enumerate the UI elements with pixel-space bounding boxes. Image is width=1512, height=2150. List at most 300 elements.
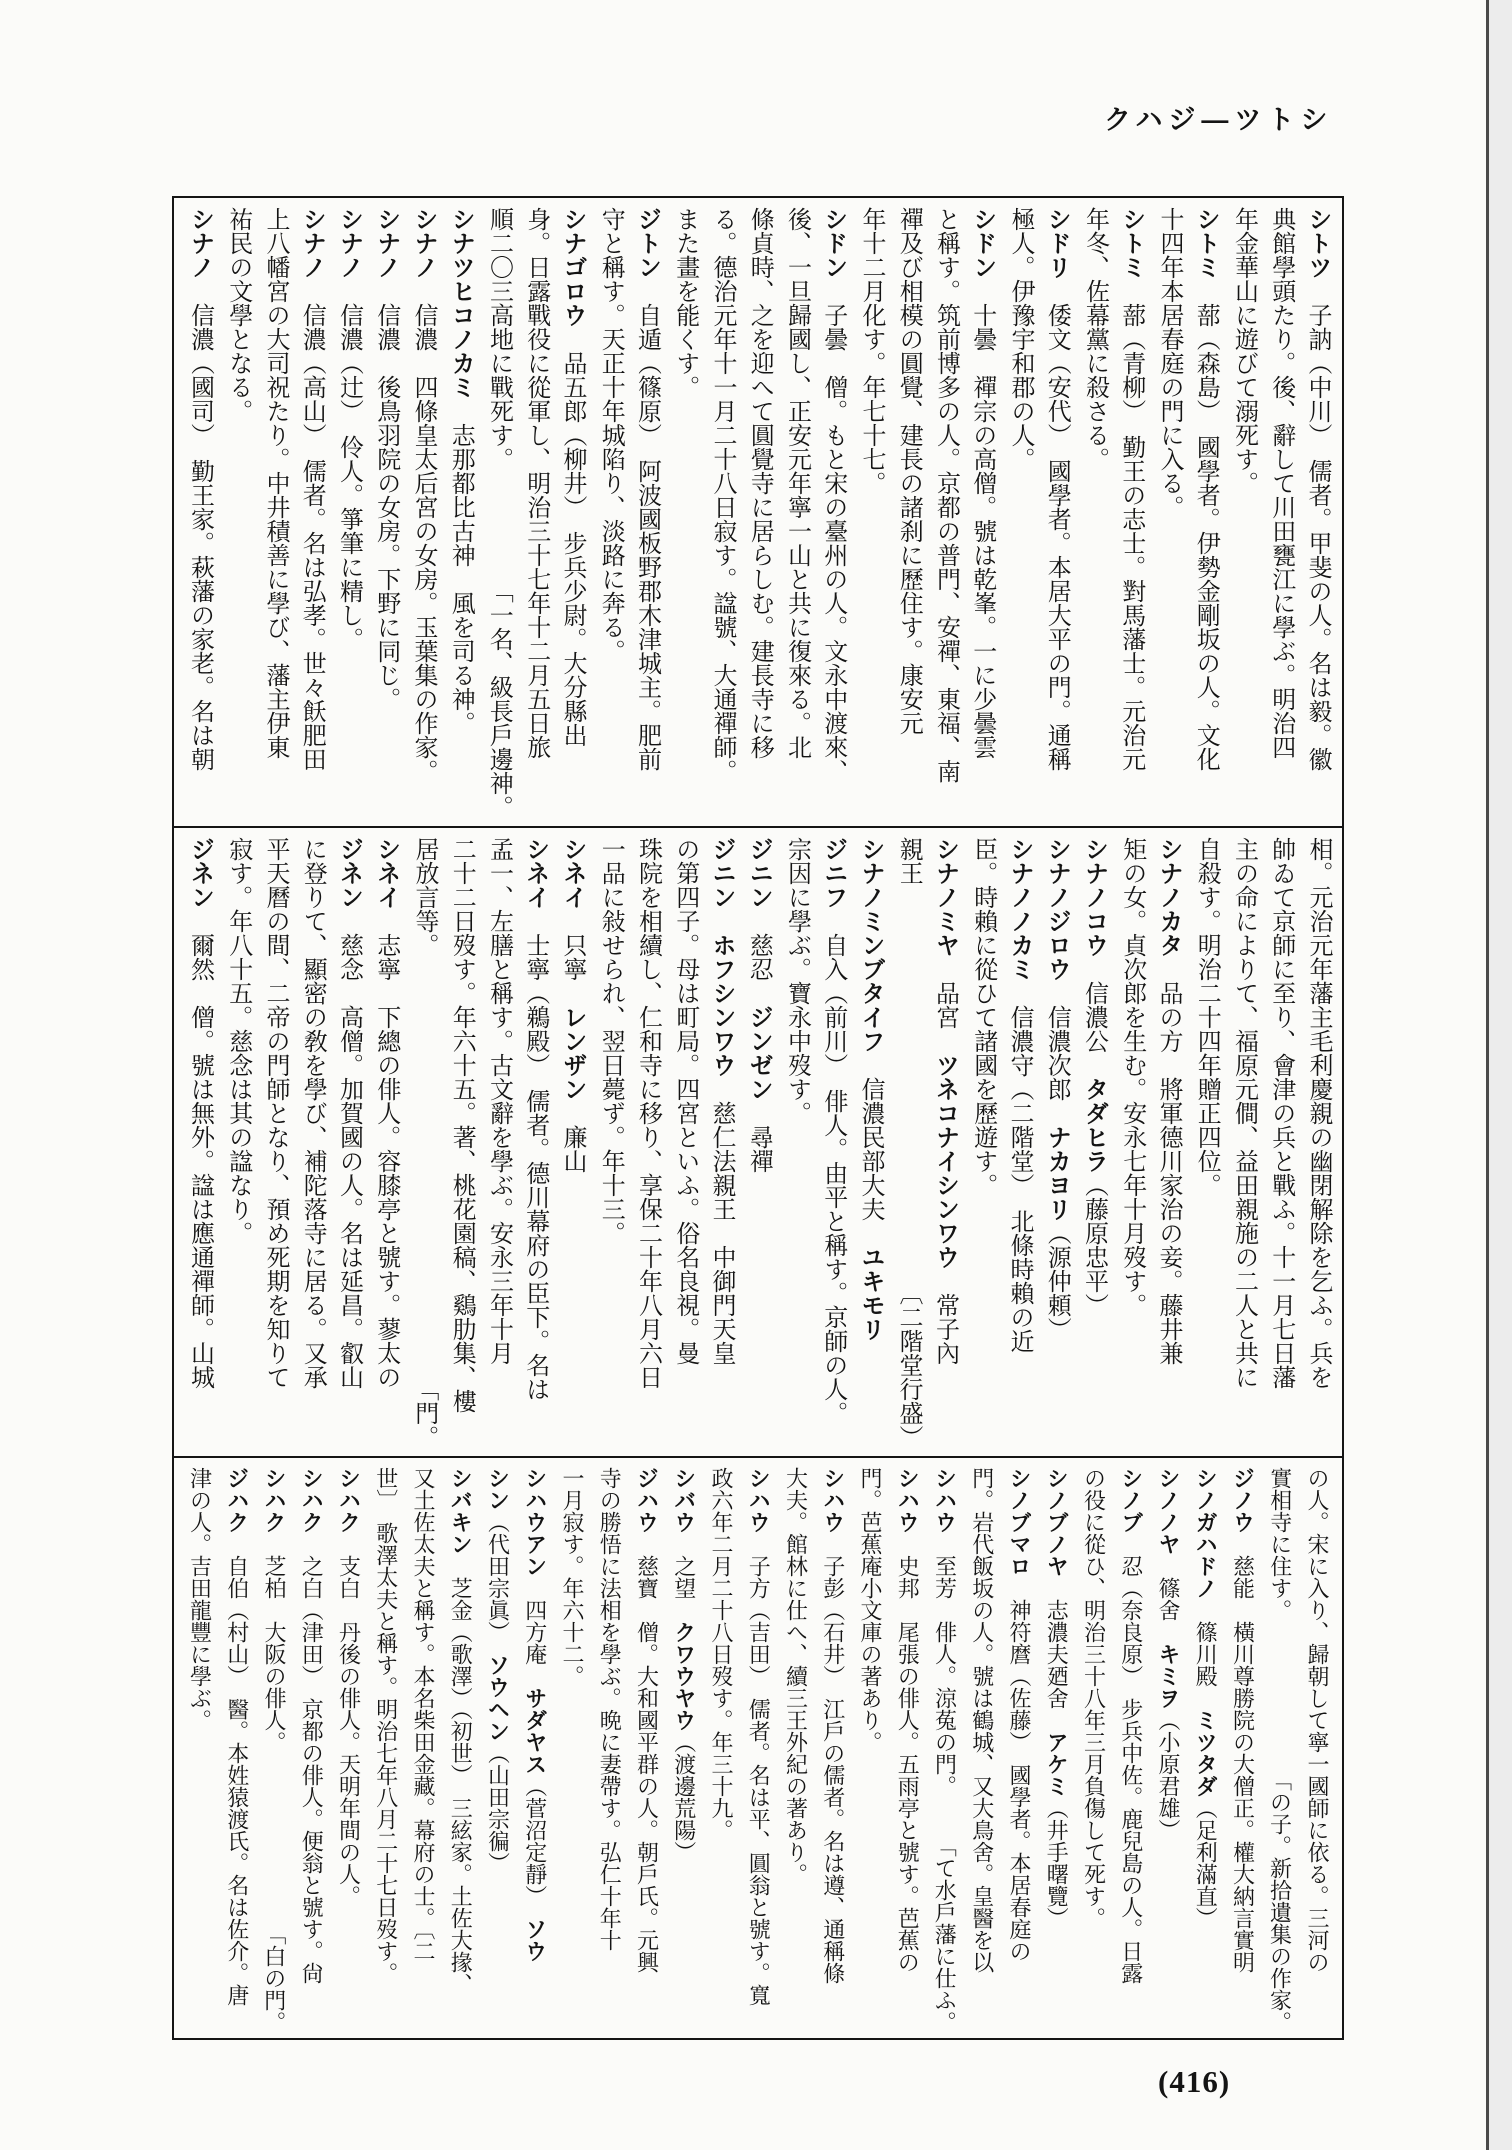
entry-headword: ソウ bbox=[522, 1918, 548, 1962]
entry-headword: サダヤス bbox=[522, 1687, 548, 1775]
entry-text: 平天曆の間、二帝の門師となり、預め死期を知りて bbox=[262, 837, 288, 1389]
entry-text: 廉山 bbox=[559, 1101, 585, 1173]
entry-text: 十四年本居春庭の門に入る。 bbox=[1156, 207, 1182, 519]
entry-headword: シノノヤ bbox=[1156, 1467, 1181, 1555]
entry-text: 子訥（中川） 儒者。甲斐の人。名は毅。徽 bbox=[1304, 279, 1330, 771]
text-column bbox=[293, 837, 330, 1449]
entry-text: 信濃 四條皇太后宮の女房。玉葉集の作家。 bbox=[410, 279, 436, 783]
column-text bbox=[442, 1467, 479, 2033]
entry-headword: ユキモリ bbox=[857, 1245, 884, 1341]
column-text bbox=[702, 837, 740, 1449]
entry-headword: ジンゼン bbox=[745, 1005, 773, 1101]
column-text bbox=[1225, 837, 1262, 1449]
text-column bbox=[1187, 837, 1224, 1449]
text-column bbox=[1262, 1467, 1299, 2033]
text-column bbox=[703, 207, 740, 819]
text-column bbox=[666, 837, 703, 1449]
entry-text: 芝柏 大阪の俳人。 bbox=[262, 1533, 287, 1753]
column-text bbox=[480, 1467, 517, 2033]
column-text bbox=[1113, 837, 1150, 1449]
text-column bbox=[405, 837, 442, 1449]
entry-text: 政六年二月二十八日歿す。年三十九。 bbox=[709, 1467, 734, 1841]
text-column bbox=[852, 1467, 889, 2033]
column-text bbox=[889, 1467, 926, 2033]
column-text bbox=[441, 207, 479, 819]
entry-text: また畫を能くす。 bbox=[671, 207, 698, 399]
column-text bbox=[740, 207, 777, 819]
text-column bbox=[554, 837, 591, 1449]
column-text bbox=[814, 207, 852, 819]
column-text bbox=[1037, 837, 1075, 1449]
text-column bbox=[591, 207, 628, 819]
column-text bbox=[219, 837, 256, 1449]
entry-text: 信濃（國司） 勤王家。萩藩の家老。名は朝 bbox=[186, 279, 213, 771]
entry-text: （藤原忠平） bbox=[1080, 1173, 1107, 1317]
text-column bbox=[1001, 207, 1038, 819]
entry-text: と稱す。筑前博多の人。京都の普門、安禪、東福、南 bbox=[932, 207, 959, 783]
entry-text: 只寧 bbox=[559, 909, 585, 1005]
entry-headword: シハウアン bbox=[522, 1467, 548, 1577]
entry-headword: シネイ bbox=[372, 837, 400, 909]
middle-tier bbox=[181, 837, 1336, 1449]
text-column bbox=[777, 837, 814, 1449]
text-column bbox=[181, 1467, 218, 2033]
tier-divider bbox=[172, 826, 1344, 828]
text-column bbox=[926, 1467, 963, 2033]
page-edge-shade bbox=[1489, 0, 1512, 2150]
entry-headword: シナノ bbox=[186, 207, 214, 279]
text-column bbox=[1038, 1467, 1075, 2033]
text-column bbox=[1001, 1467, 1038, 2033]
tier-divider bbox=[172, 1456, 1344, 1458]
entry-text: 門。岩代飯坂の人。號は鶴城、又大鳥舍。皇醫を以 bbox=[969, 1467, 995, 1973]
entry-headword: ミツタダ bbox=[1193, 1709, 1219, 1797]
column-text bbox=[629, 1467, 666, 2033]
column-text bbox=[442, 837, 479, 1449]
entry-text: 後、一旦歸國し、正安元年寧一山と共に復來る。北 bbox=[783, 207, 810, 759]
entry-headword: シナノジロウ bbox=[1043, 837, 1071, 981]
entry-text: 祐民の文學となる。 bbox=[224, 207, 251, 423]
column-text bbox=[517, 207, 554, 819]
continuation-note: 「て水戶藩に仕ふ。 bbox=[932, 1835, 958, 2033]
column-text bbox=[628, 207, 666, 819]
text-column bbox=[442, 207, 479, 819]
text-column bbox=[740, 207, 777, 819]
lower-tier bbox=[181, 1467, 1336, 2033]
column-text bbox=[1076, 207, 1113, 819]
entry-text: 實相寺に住す。 bbox=[1267, 1467, 1293, 1621]
column-text bbox=[591, 837, 628, 1449]
entry-text: 條貞時、之を迎へて圓覺寺に居らしむ。建長寺に移 bbox=[746, 207, 773, 759]
entry-headword: ジネン bbox=[186, 837, 214, 909]
text-column bbox=[479, 207, 516, 819]
text-column bbox=[554, 1467, 591, 2033]
entry-headword: シハク bbox=[299, 1467, 325, 1533]
entry-headword: シナノ bbox=[298, 207, 326, 279]
column-text bbox=[368, 1467, 405, 2033]
entry-text: 信濃民部大夫 bbox=[857, 1053, 883, 1245]
text-column bbox=[815, 837, 852, 1449]
text-column bbox=[517, 207, 554, 819]
text-column bbox=[256, 837, 293, 1449]
entry-text: 二十二日歿す。年六十五。著、桃花園稿、鷄肋集、樓 bbox=[448, 837, 475, 1413]
continuation-note: 「の子。新拾遺集の作家。 bbox=[1267, 1769, 1293, 2033]
text-column bbox=[256, 1467, 293, 2033]
text-column bbox=[1299, 1467, 1336, 2033]
entry-text: 慈忍 bbox=[745, 909, 772, 1005]
entry-text: の役に從ひ、明治三十八年三月負傷して死す。 bbox=[1081, 1467, 1107, 1929]
column-text bbox=[926, 837, 964, 1449]
text-column bbox=[591, 1467, 628, 2033]
entry-headword: シナノノカミ bbox=[1006, 837, 1033, 981]
text-column bbox=[1187, 207, 1224, 819]
text-column bbox=[628, 1467, 665, 2033]
text-column bbox=[1262, 837, 1299, 1449]
column-text bbox=[852, 207, 889, 819]
text-column bbox=[703, 1467, 740, 2033]
text-column bbox=[181, 837, 218, 1449]
text-column bbox=[852, 837, 889, 1449]
column-text bbox=[778, 207, 815, 819]
entry-text: 年冬、佐幕黨に殺さる。 bbox=[1081, 207, 1108, 471]
column-text bbox=[1001, 1467, 1038, 2033]
column-text bbox=[181, 837, 219, 1449]
entry-headword: ホフシンワウ bbox=[708, 933, 735, 1077]
entry-headword: シナノコウ bbox=[1080, 837, 1108, 957]
entry-headword: シトミ bbox=[1117, 207, 1145, 279]
text-column bbox=[1150, 837, 1187, 1449]
entry-headword: シノブノヤ bbox=[1044, 1467, 1070, 1577]
entry-text: 士寧（鵜殿） 儒者。德川幕府の臣下。名は bbox=[521, 909, 548, 1401]
entry-text: 典館學頭たり。後、辭して川田甕江に學ぶ。明治四 bbox=[1267, 207, 1294, 759]
entry-text: 慈仁法親王 中御門天皇 bbox=[708, 1077, 734, 1365]
entry-headword: キミヲ bbox=[1156, 1643, 1181, 1709]
entry-headword: ジトン bbox=[633, 207, 661, 279]
entry-text: 守と稱す。天正十年城陷り、淡路に奔る。 bbox=[597, 207, 624, 663]
text-column bbox=[256, 207, 293, 819]
text-column bbox=[330, 1467, 367, 2033]
text-column bbox=[442, 1467, 479, 2033]
column-text bbox=[1112, 207, 1150, 819]
column-text bbox=[1187, 837, 1224, 1449]
entry-headword: ジハク bbox=[224, 1467, 250, 1533]
column-text bbox=[1075, 837, 1113, 1449]
entry-headword: ジノウ bbox=[1230, 1467, 1256, 1533]
entry-text: 品の方 將軍德川家治の妾。藤井兼 bbox=[1155, 957, 1181, 1365]
column-text bbox=[889, 207, 926, 819]
entry-headword: ジハウ bbox=[634, 1467, 660, 1533]
text-column bbox=[666, 207, 703, 819]
entry-headword: シドン bbox=[968, 207, 996, 279]
column-text bbox=[517, 1467, 554, 2033]
text-column bbox=[368, 837, 405, 1449]
text-column bbox=[1224, 1467, 1261, 2033]
entry-text: 一月寂す。年六十二。 bbox=[560, 1467, 585, 1687]
entry-text: に登りて、顯密の敎を學び、補陀落寺に居る。又承 bbox=[299, 837, 326, 1389]
entry-headword: シナゴロウ bbox=[559, 207, 586, 327]
entry-text: 倭文（安代） 國學者。本居大平の門。通稱 bbox=[1043, 279, 1070, 771]
column-text bbox=[330, 837, 368, 1449]
text-column bbox=[591, 837, 628, 1449]
entry-text: 宗因に學ぶ。寶永中歿す。 bbox=[783, 837, 810, 1125]
entry-text: 順二〇三高地に戰死す。 bbox=[485, 207, 512, 471]
text-column bbox=[1224, 207, 1261, 819]
entry-headword: シノガハドノ bbox=[1193, 1467, 1219, 1599]
column-text bbox=[293, 1467, 330, 2033]
entry-headword: シナノ bbox=[410, 207, 437, 279]
entry-text: 品宮 bbox=[931, 957, 958, 1053]
text-column bbox=[293, 207, 330, 819]
entry-text: 又土佐太夫と稱す。本名柴田金藏。幕府の士。〔二 bbox=[411, 1467, 436, 1962]
entry-text: 四方庵 bbox=[522, 1577, 548, 1687]
text-column bbox=[1113, 837, 1150, 1449]
column-text bbox=[815, 1467, 852, 2033]
text-column bbox=[1299, 837, 1336, 1449]
column-text bbox=[1225, 207, 1262, 819]
column-text bbox=[1150, 207, 1187, 819]
text-column bbox=[1075, 837, 1112, 1449]
column-text bbox=[1187, 1467, 1224, 2033]
text-column bbox=[964, 1467, 1001, 2033]
entry-text: （山田宗徧） bbox=[485, 1742, 511, 1874]
continuation-note: 〔二階堂行盛） bbox=[895, 1281, 921, 1449]
entry-headword: タダヒラ bbox=[1080, 1077, 1108, 1173]
entry-text: 主の命によりて、福原元僴、益田親施の二人と共に bbox=[1230, 837, 1257, 1389]
entry-text: 史邦 尾張の俳人。五雨亭と號す。芭蕉の bbox=[895, 1533, 921, 1973]
text-column bbox=[517, 837, 554, 1449]
text-column bbox=[1262, 207, 1299, 819]
column-text bbox=[1298, 207, 1336, 819]
text-column bbox=[1113, 207, 1150, 819]
entry-headword: シハウ bbox=[820, 1467, 846, 1533]
column-text bbox=[554, 1467, 591, 2033]
column-text bbox=[1262, 837, 1299, 1449]
entry-text: 忍（奈良原） 步兵中佐。鹿兒島の人。日露 bbox=[1118, 1533, 1144, 1984]
continuation-note: 「白の門。 bbox=[261, 1923, 287, 2033]
text-column bbox=[442, 837, 479, 1449]
column-text bbox=[1001, 207, 1038, 819]
text-column bbox=[181, 207, 218, 819]
column-text bbox=[814, 837, 852, 1449]
text-column bbox=[219, 837, 256, 1449]
column-text bbox=[1186, 207, 1224, 819]
text-column bbox=[852, 207, 889, 819]
text-column bbox=[889, 207, 926, 819]
entry-text: 世〕 歌澤太夫と稱す。明治七年八月二十七日歿す。 bbox=[373, 1467, 399, 1984]
entry-headword: シネイ bbox=[559, 837, 586, 909]
column-text bbox=[1076, 1467, 1113, 2033]
entry-headword: ツネコナイシンワウ bbox=[931, 1053, 959, 1269]
entry-text: （代田宗眞） bbox=[485, 1511, 511, 1654]
entry-text: 子彭（石井） 江戶の儒者。名は遵、通稱條 bbox=[820, 1533, 846, 1984]
text-column bbox=[703, 837, 740, 1449]
column-text bbox=[666, 207, 703, 819]
text-column bbox=[628, 207, 665, 819]
entry-text: 信濃（高山） 儒者。名は弘孝。世々飫肥田 bbox=[298, 279, 325, 771]
entry-text: 支白 丹後の俳人。天明年間の人。 bbox=[336, 1533, 362, 1907]
entry-text: （渡邊荒陽） bbox=[671, 1731, 697, 1863]
column-text bbox=[1225, 1467, 1262, 2033]
text-column bbox=[777, 207, 814, 819]
column-text bbox=[219, 207, 256, 819]
column-text bbox=[963, 207, 1001, 819]
entry-text: 自殺す。明治二十四年贈正四位。 bbox=[1193, 837, 1220, 1197]
entry-text: 大夫。館林に仕へ、續三王外紀の著あり。 bbox=[783, 1467, 809, 1885]
entry-text: 臣。時賴に從ひて諸國を歷遊す。 bbox=[969, 837, 996, 1197]
text-column bbox=[368, 1467, 405, 2033]
text-column bbox=[1150, 1467, 1187, 2033]
column-text bbox=[1262, 207, 1299, 819]
entry-text: 篠舍 bbox=[1156, 1555, 1181, 1643]
column-text bbox=[1299, 837, 1336, 1449]
entry-headword: シネイ bbox=[521, 837, 549, 909]
column-text bbox=[330, 207, 368, 819]
column-text bbox=[367, 207, 405, 819]
column-text bbox=[739, 837, 777, 1449]
entry-text: 禪及び相模の圓覺、建長の諸刹に歷住す。康安元 bbox=[895, 207, 922, 735]
entry-text: 一品に敍せられ、翌日薨ず。年十三。 bbox=[597, 837, 624, 1245]
entry-text: （菅沼定靜） bbox=[522, 1775, 548, 1918]
column-text bbox=[480, 837, 517, 1449]
entry-text: 孟一、左膳と稱す。古文辭を學ぶ。安永三年十月 bbox=[485, 837, 512, 1365]
column-text bbox=[292, 207, 330, 819]
entry-text: 信濃守（二階堂） 北條時賴の近 bbox=[1006, 981, 1032, 1353]
entry-headword: シバウ bbox=[671, 1467, 697, 1533]
column-text bbox=[778, 1467, 815, 2033]
column-text bbox=[666, 1467, 703, 2033]
column-text bbox=[1299, 1467, 1336, 2033]
column-text bbox=[404, 207, 442, 819]
text-column bbox=[1038, 207, 1075, 819]
entry-headword: シナツヒコノカミ bbox=[447, 207, 475, 399]
column-text bbox=[405, 1467, 442, 2033]
entry-text: 品五郎（柳井） 步兵少尉。大分縣出 bbox=[559, 327, 585, 747]
entry-headword: シドリ bbox=[1043, 207, 1071, 279]
entry-text: 之望 bbox=[671, 1533, 697, 1621]
column-text bbox=[256, 837, 293, 1449]
text-column bbox=[889, 1467, 926, 2033]
entry-text bbox=[708, 909, 734, 933]
column-text bbox=[405, 837, 442, 1449]
entry-text: 身。日露戰役に從軍し、明治三十七年十二月五日旅 bbox=[522, 207, 549, 759]
column-text bbox=[740, 1467, 777, 2033]
column-text bbox=[182, 1467, 219, 2033]
entry-text: 子方（吉田） 儒者。名は平、圓翁と號す。寬 bbox=[746, 1533, 772, 2006]
entry-text: の第四子。母は町局。四宮といふ。俗名良視。曼 bbox=[671, 837, 698, 1365]
entry-headword: クワウヤウ bbox=[671, 1621, 697, 1731]
column-text bbox=[666, 837, 703, 1449]
text-column bbox=[628, 837, 665, 1449]
entry-headword: シトツ bbox=[1304, 207, 1331, 279]
entry-text: 慈能 橫川尊勝院の大僧正。權大納言實明 bbox=[1230, 1533, 1256, 1973]
entry-text: 門。芭蕉庵小文庫の著あり。 bbox=[858, 1467, 883, 1753]
entry-text: （小原君雄） bbox=[1156, 1709, 1181, 1841]
column-text bbox=[256, 207, 293, 819]
text-column bbox=[1150, 207, 1187, 819]
entry-headword: シハク bbox=[262, 1467, 287, 1533]
text-column bbox=[666, 1467, 703, 2033]
entry-headword: シン bbox=[485, 1467, 511, 1511]
text-column bbox=[1113, 1467, 1150, 2033]
column-text bbox=[703, 207, 740, 819]
entry-headword: シハウ bbox=[932, 1467, 958, 1533]
entry-text: 矩の女。貞次郎を生む。安永七年十月歿す。 bbox=[1118, 837, 1145, 1317]
entry-headword: ソウヘン bbox=[485, 1654, 511, 1742]
entry-text: 至芳 俳人。涼菟の門。 bbox=[932, 1533, 958, 1797]
text-column bbox=[1001, 837, 1038, 1449]
entry-text: 慈寶 僧。大和國平群の人。朝戶氏。元興 bbox=[634, 1533, 660, 1973]
entry-text: 津の人。吉田龍豐に學ぶ。 bbox=[187, 1467, 213, 1731]
column-text bbox=[1113, 1467, 1150, 2033]
text-column bbox=[889, 837, 926, 1449]
column-text bbox=[703, 1467, 740, 2033]
entry-text: 帥ゐて京師に至り、會津の兵と戰ふ。十一月七日藩 bbox=[1267, 837, 1294, 1389]
column-text bbox=[1037, 207, 1075, 819]
entry-headword: ジニン bbox=[708, 837, 735, 909]
column-text bbox=[331, 1467, 368, 2033]
entry-text: 之白（津田） 京都の俳人。便翁と號す。尙 bbox=[299, 1533, 325, 1984]
entry-headword: シハク bbox=[336, 1467, 362, 1533]
column-text bbox=[553, 837, 591, 1449]
entry-text: （井手曙覽） bbox=[1044, 1797, 1070, 1929]
text-column bbox=[368, 207, 405, 819]
entry-text: の人。宋に入り、歸朝して寧一國師に依る。三河の bbox=[1305, 1467, 1330, 1973]
entry-headword: シドン bbox=[819, 207, 847, 279]
text-column bbox=[554, 207, 591, 819]
entry-headword: シナノカタ bbox=[1155, 837, 1182, 957]
entry-headword: シノブマロ bbox=[1007, 1467, 1032, 1577]
entry-headword: シハウ bbox=[895, 1467, 921, 1533]
entry-headword: ジニン bbox=[745, 837, 773, 909]
entry-text: 居放言等。 bbox=[411, 837, 437, 957]
page-edge bbox=[1486, 0, 1489, 2150]
column-text bbox=[629, 837, 666, 1449]
text-column bbox=[740, 837, 777, 1449]
entry-text: 極人。伊豫宇和郡の人。 bbox=[1007, 207, 1033, 471]
entry-headword: シノブ bbox=[1118, 1467, 1144, 1533]
text-column bbox=[1187, 1467, 1224, 2033]
running-head: クハジ―ツトシ bbox=[1104, 105, 1334, 135]
entry-text: 相。元治元年藩主毛利慶親の幽閉解除を乞ふ。兵を bbox=[1305, 837, 1331, 1389]
entry-text: 爾然 僧。號は無外。諡は應通禪師。山城 bbox=[186, 909, 213, 1389]
entry-text: 十曇 禪宗の高僧。號は乾峯。一に少曇雲 bbox=[968, 279, 995, 759]
column-text bbox=[219, 1467, 256, 2033]
text-column bbox=[330, 207, 367, 819]
text-column bbox=[405, 207, 442, 819]
text-column bbox=[219, 1467, 256, 2033]
entry-headword: シハウ bbox=[746, 1467, 772, 1533]
column-text bbox=[852, 1467, 889, 2033]
entry-text: 蔀（青柳） 勤王の志士。對馬藩士。元治元 bbox=[1117, 279, 1144, 771]
entry-text: 篠川殿 bbox=[1193, 1599, 1219, 1709]
entry-headword: アケミ bbox=[1044, 1731, 1070, 1797]
text-column bbox=[777, 1467, 814, 2033]
entry-text: 蔀（森島） 國學者。伊勢金剛坂の人。文化 bbox=[1192, 279, 1219, 771]
text-column bbox=[479, 837, 516, 1449]
text-column bbox=[815, 1467, 852, 2033]
text-column bbox=[1075, 1467, 1112, 2033]
entry-text: 神符麿（佐藤） 國學者。本居春庭の bbox=[1007, 1577, 1032, 1962]
column-text bbox=[553, 207, 591, 819]
column-text bbox=[927, 207, 964, 819]
text-column bbox=[740, 1467, 777, 2033]
entry-headword: ナカヨリ bbox=[1043, 1125, 1071, 1221]
text-column bbox=[219, 207, 256, 819]
text-column bbox=[1299, 207, 1336, 819]
entry-text: 志那都比古神 風を司る神。 bbox=[447, 399, 474, 735]
entry-text: 志寧 下總の俳人。容膝亭と號す。蓼太の bbox=[372, 909, 399, 1389]
text-column bbox=[1075, 207, 1112, 819]
